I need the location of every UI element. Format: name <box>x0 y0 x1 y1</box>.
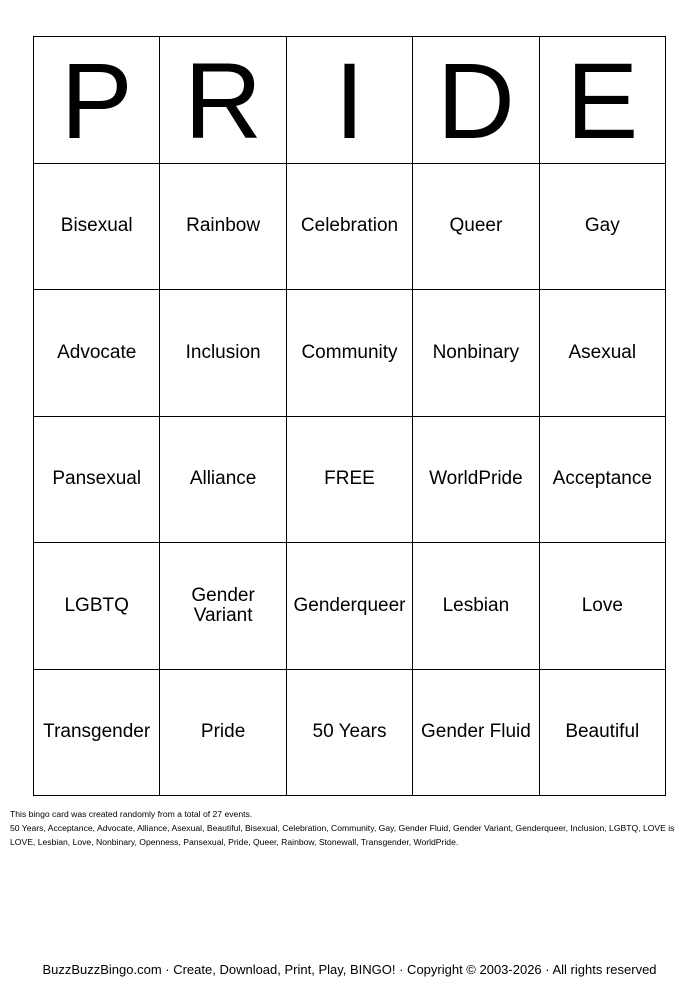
bingo-cell: Beautiful <box>540 670 666 797</box>
note-event-list: 50 Years, Acceptance, Advocate, Alliance, Asexual, Beautiful, Bisexual, Celebration, Community, Gay, Gender Fluid, Gender Variant, Genderqueer, Inclusion, LGBTQ, LOVE is LOVE, Lesbian, Love, Nonbinary, Openness, Pansexual, Pride, Queer, Rainbow, Stonewall, Transgender, WorldPride. <box>10 823 675 847</box>
bingo-cell: Pansexual <box>34 417 160 544</box>
bingo-cell: Gay <box>540 164 666 291</box>
header-letter-e: E <box>540 37 666 164</box>
bingo-cell: Celebration <box>287 164 413 291</box>
header-letter-p: P <box>34 37 160 164</box>
note-summary: This bingo card was created randomly from a total of 27 events. <box>10 809 253 819</box>
bingo-cell: Transgender <box>34 670 160 797</box>
bingo-cell: Love <box>540 543 666 670</box>
bingo-card <box>33 36 666 796</box>
bingo-cell: Queer <box>413 164 539 291</box>
bingo-cell: Bisexual <box>34 164 160 291</box>
footer-copyright: BuzzBuzzBingo.com · Create, Download, Print, Play, BINGO! · Copyright © 2003-2026 · All rights reserved <box>42 962 657 977</box>
bingo-cell: Lesbian <box>413 543 539 670</box>
bingo-cell: Pride <box>160 670 286 797</box>
bingo-cell: Rainbow <box>160 164 286 291</box>
bingo-cell: Acceptance <box>540 417 666 544</box>
bingo-cell: Genderqueer <box>287 543 413 670</box>
header-letter-r: R <box>160 37 286 164</box>
bingo-cell: Community <box>287 290 413 417</box>
free-space-cell: FREE <box>287 417 413 544</box>
bingo-cell: Inclusion <box>160 290 286 417</box>
card-info-note <box>10 807 690 849</box>
bingo-cell: Nonbinary <box>413 290 539 417</box>
header-letter-d: D <box>413 37 539 164</box>
header-letter-i: I <box>287 37 413 164</box>
bingo-cell: Alliance <box>160 417 286 544</box>
bingo-cell: WorldPride <box>413 417 539 544</box>
bingo-cell: Gender Fluid <box>413 670 539 797</box>
bingo-cell: Asexual <box>540 290 666 417</box>
bingo-cell: 50 Years <box>287 670 413 797</box>
bingo-cell: Gender Variant <box>160 543 286 670</box>
bingo-cell: Advocate <box>34 290 160 417</box>
bingo-cell: LGBTQ <box>34 543 160 670</box>
